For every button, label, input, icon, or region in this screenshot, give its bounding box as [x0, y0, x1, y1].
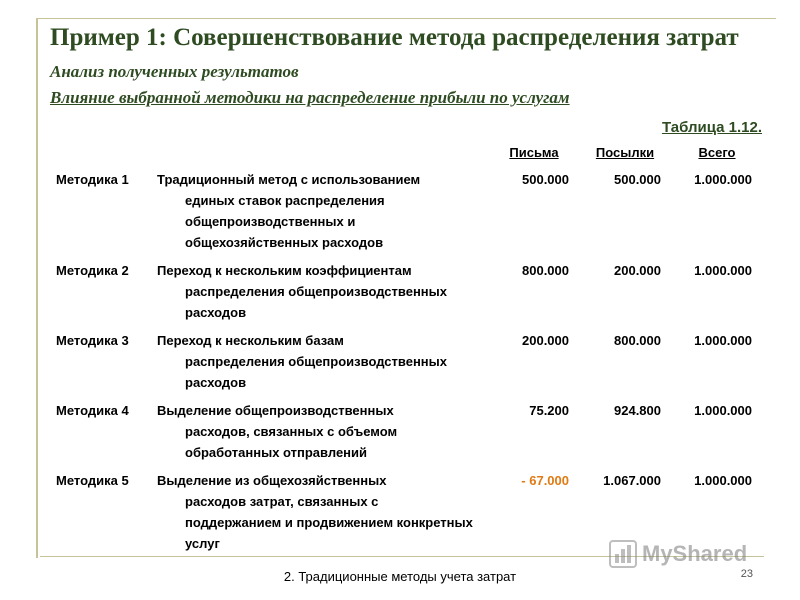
- total-value: 1.000.000: [694, 473, 752, 488]
- parcels-value: 800.000: [614, 333, 661, 348]
- description-continuation: расходов затрат, связанных с поддержанием и продвижением конкретных услуг: [185, 494, 473, 551]
- page-number: 23: [740, 568, 753, 580]
- method-label: Методика 5: [56, 473, 129, 488]
- method-label: Методика 1: [56, 172, 129, 187]
- parcels-value: 1.067.000: [603, 473, 661, 488]
- total-value: 1.000.000: [694, 333, 752, 348]
- description-continuation: распределения общепроизводственных расходов: [185, 284, 447, 320]
- total-value: 1.000.000: [694, 403, 752, 418]
- page-title: Пример 1: Совершенствование метода распределения затрат: [50, 24, 739, 51]
- page-subtitle: Анализ полученных результатов: [50, 62, 299, 81]
- column-header-total: Всего: [698, 145, 736, 160]
- letters-value: 500.000: [522, 172, 569, 187]
- page-subtitle-underlined: Влияние выбранной методики на распределение прибыли по услугам: [50, 88, 570, 107]
- parcels-value: 500.000: [614, 172, 661, 187]
- description-first-line: Традиционный метод с использованием: [157, 172, 421, 187]
- method-label: Методика 2: [56, 263, 129, 278]
- parcels-value: 924.800: [614, 403, 661, 418]
- description-first-line: Переход к нескольким коэффициентам: [157, 263, 412, 278]
- column-header-parcels: Посылки: [595, 145, 655, 160]
- watermark-logo: [608, 537, 747, 571]
- description-first-line: Переход к нескольким базам: [157, 333, 344, 348]
- letters-value: 200.000: [522, 333, 569, 348]
- column-header-letters: Письма: [509, 145, 559, 160]
- method-description: [157, 330, 477, 393]
- method-description: [157, 260, 477, 323]
- top-rule: [36, 18, 776, 19]
- total-value: 1.000.000: [694, 172, 752, 187]
- letters-value-negative: - 67.000: [521, 473, 569, 488]
- letters-value: 75.200: [529, 403, 569, 418]
- letters-value: 800.000: [522, 263, 569, 278]
- table-label: Таблица 1.12.: [661, 119, 762, 136]
- method-description: [157, 400, 477, 463]
- total-value: 1.000.000: [694, 263, 752, 278]
- description-first-line: Выделение общепроизводственных: [157, 403, 394, 418]
- description-continuation: распределения общепроизводственных расходов: [185, 354, 447, 390]
- chart-icon: [608, 539, 638, 569]
- method-description: [157, 470, 477, 554]
- description-first-line: Выделение из общехозяйственных: [157, 473, 387, 488]
- method-label: Методика 4: [56, 403, 129, 418]
- watermark-text: MyShared: [642, 541, 748, 566]
- parcels-value: 200.000: [614, 263, 661, 278]
- left-rule: [36, 18, 38, 558]
- method-label: Методика 3: [56, 333, 129, 348]
- footer-caption: 2. Традиционные методы учета затрат: [283, 569, 517, 584]
- method-description: [157, 169, 477, 253]
- description-continuation: единых ставок распределения общепроизводственных и общехозяйственных расходов: [185, 193, 385, 250]
- description-continuation: расходов, связанных с объемом обработанных отправлений: [185, 424, 398, 460]
